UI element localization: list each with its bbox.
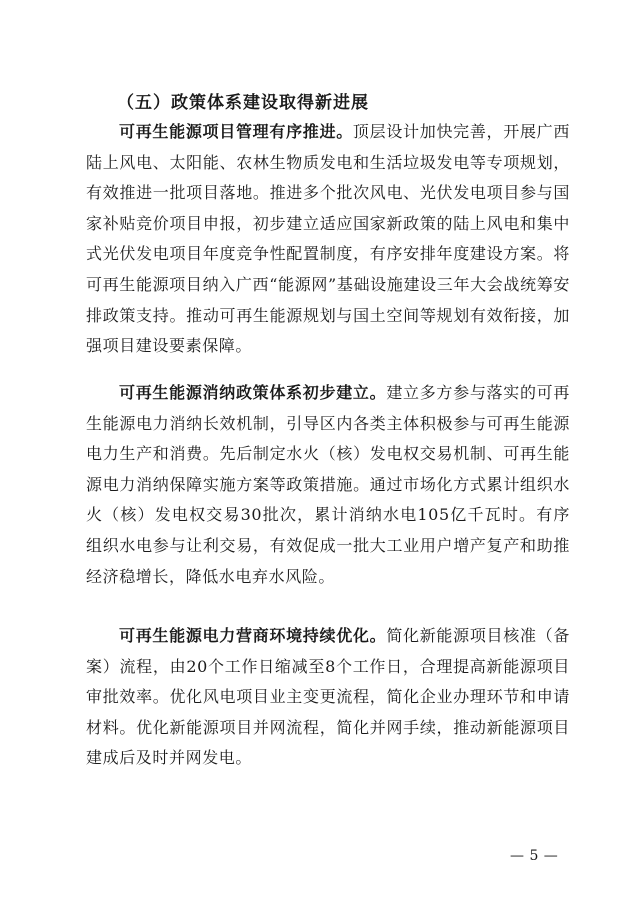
paragraph-body: 建立多方参与落实的可再生能源电力消纳长效机制，引导区内各类主体积极参与可再生能源电力生产和消费。先后制定水火（核）发电权交易机制、可再生能源电力消纳保障实施方案等政策措施。通过市场化方式累计组织水火（核）发电权交易30批次，累计消纳水电105亿千瓦时。有序组织水电参与让利交易，有效促成一批大工业用户增产复产和助推经济稳增长，降低水电弃水风险。 <box>86 383 570 586</box>
paragraph-business-environment <box>86 621 570 774</box>
paragraph-lead: 可再生能源项目管理有序推进。 <box>119 122 353 141</box>
paragraph-body: 简化新能源项目核准（备案）流程，由20个工作日缩减至8个工作日，合理提高新能源项目审批效率。优化风电项目业主变更流程，简化企业办理环节和申请材料。优化新能源项目并网流程，简化并网手续，推动新能源项目建成后及时并网发电。 <box>86 626 570 768</box>
section-heading: （五）政策体系建设取得新进展 <box>117 93 369 113</box>
paragraph-consumption-policy <box>86 378 570 592</box>
paragraph-lead: 可再生能源消纳政策体系初步建立。 <box>119 383 387 402</box>
page-number: — 5 — <box>510 848 559 864</box>
paragraph-lead: 可再生能源电力营商环境持续优化。 <box>119 626 387 645</box>
paragraph-body: 顶层设计加快完善，开展广西陆上风电、太阳能、农林生物质发电和生活垃圾发电等专项规划，有效推进一批项目落地。推进多个批次风电、光伏发电项目参与国家补贴竞价项目申报，初步建立适应国家新政策的陆上风电和集中式光伏发电项目年度竞争性配置制度，有序安排年度建设方案。将可再生能源项目纳入广西“能源网”基础设施建设三年大会战统筹安排政策支持。推动可再生能源规划与国土空间等规划有效衔接，加强项目建设要素保障。 <box>86 122 570 356</box>
paragraph-project-management <box>86 117 570 362</box>
